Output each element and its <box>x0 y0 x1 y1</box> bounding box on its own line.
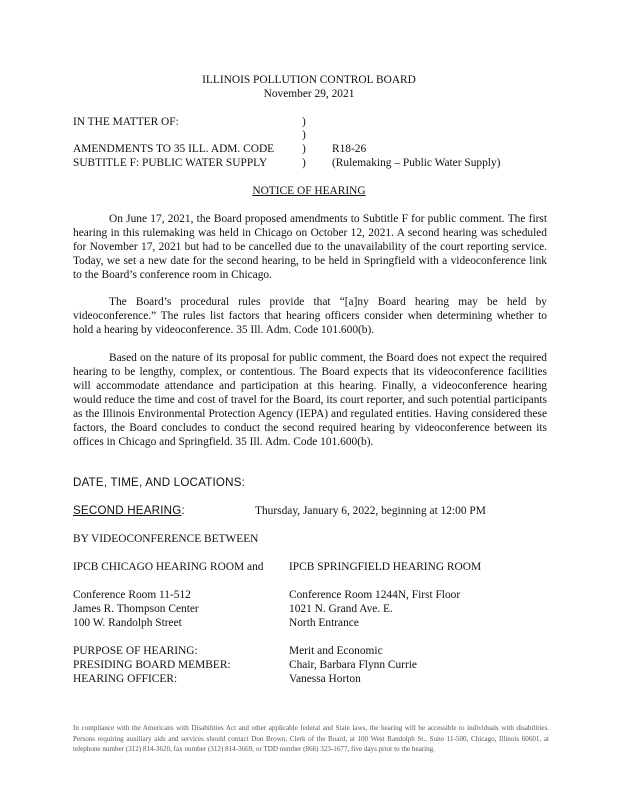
document-date: November 29, 2021 <box>263 88 355 100</box>
paragraph-1: On June 17, 2021, the Board proposed amendments to Subtitle F for public comment. The first hearing in this rulemaking was held in Chicago on October 12, 2021. A second hearing was scheduled for November 17, 2021 but had to be cancelled due to the unavailability of the court reporting service. Today, we set a new date for the second hearing, to be held in Springfield with a videoconference link to the Board’s conference room in Chicago. <box>73 213 547 281</box>
second-hearing-label: SECOND HEARING: <box>73 504 185 517</box>
springfield-address-line: 1021 N. Grand Ave. E. <box>289 603 393 615</box>
agency-title: ILLINOIS POLLUTION CONTROL BOARD <box>202 74 416 86</box>
caption-paren: ) <box>302 116 306 128</box>
paragraph-3: Based on the nature of its proposal for public comment, the Board does not expect the required hearing to be lengthy, complex, or contentious. The Board expects that its videoconference facilities will accommodate attendance and participation at this hearing. Finally, a videoconference hearing would reduce the time and cost of travel for the Board, its court reporter, and such potential participants as the Illinois Environmental Protection Agency (IEPA) and regulated entities. Having considered these factors, the Board concludes to conduct the second required hearing by videoconference between its offices in Chicago and Springfield. 35 Ill. Adm. Code 101.600(b). <box>73 352 547 448</box>
notice-title: NOTICE OF HEARING <box>252 185 366 197</box>
purpose-label: PURPOSE OF HEARING: <box>73 645 198 657</box>
caption-paren: ) <box>302 143 306 155</box>
docket-description: (Rulemaking – Public Water Supply) <box>332 157 501 169</box>
caption-paren: ) <box>302 129 306 141</box>
docket-number: R18-26 <box>332 143 367 155</box>
purpose-value: Merit and Economic <box>289 645 383 657</box>
paragraph-2: The Board’s procedural rules provide that “[a]ny Board hearing may be held by videoconference.” The rules list factors that hearing officers consider when determining whether to hold a hearing by videoconference. 35 Ill. Adm. Code 101.600(b). <box>73 296 547 336</box>
caption-subtitle: SUBTITLE F: PUBLIC WATER SUPPLY <box>73 157 268 169</box>
caption-paren: ) <box>302 157 306 169</box>
presiding-member-value: Chair, Barbara Flynn Currie <box>289 659 417 671</box>
hearing-officer-label: HEARING OFFICER: <box>73 673 178 685</box>
schedule-heading: DATE, TIME, AND LOCATIONS: <box>73 476 246 489</box>
springfield-address-line: North Entrance <box>289 617 359 629</box>
presiding-member-label: PRESIDING BOARD MEMBER: <box>73 659 231 671</box>
in-the-matter-label: IN THE MATTER OF: <box>73 116 179 128</box>
second-hearing-datetime: Thursday, January 6, 2022, beginning at 12:00 PM <box>255 505 486 517</box>
chicago-address-line: Conference Room 11-512 <box>73 589 191 601</box>
springfield-room-heading: IPCB SPRINGFIELD HEARING ROOM <box>289 561 482 573</box>
chicago-address-line: James R. Thompson Center <box>73 603 199 615</box>
chicago-address-line: 100 W. Randolph Street <box>73 617 182 629</box>
chicago-room-heading: IPCB CHICAGO HEARING ROOM and <box>73 561 264 573</box>
springfield-address-line: Conference Room 1244N, First Floor <box>289 589 461 601</box>
ada-compliance-footer: In compliance with the Americans with Disabilities Act and other applicable federal and State laws, the hearing will be accessible to individuals with disabilities. Persons requiring auxiliary aids and services should contact Don Brown, Clerk of the Board, at 100 West Randolph St., Suite 11-500, Chicago, Illinois 60601, at telephone number (312) 814-3620, fax number (312) 814-3669, or TDD number (866) 323-1677, five days prior to the hearing. <box>73 724 549 753</box>
caption-amendments: AMENDMENTS TO 35 ILL. ADM. CODE <box>73 143 275 155</box>
by-videoconference: BY VIDEOCONFERENCE BETWEEN <box>73 533 259 545</box>
hearing-officer-value: Vanessa Horton <box>289 673 361 685</box>
